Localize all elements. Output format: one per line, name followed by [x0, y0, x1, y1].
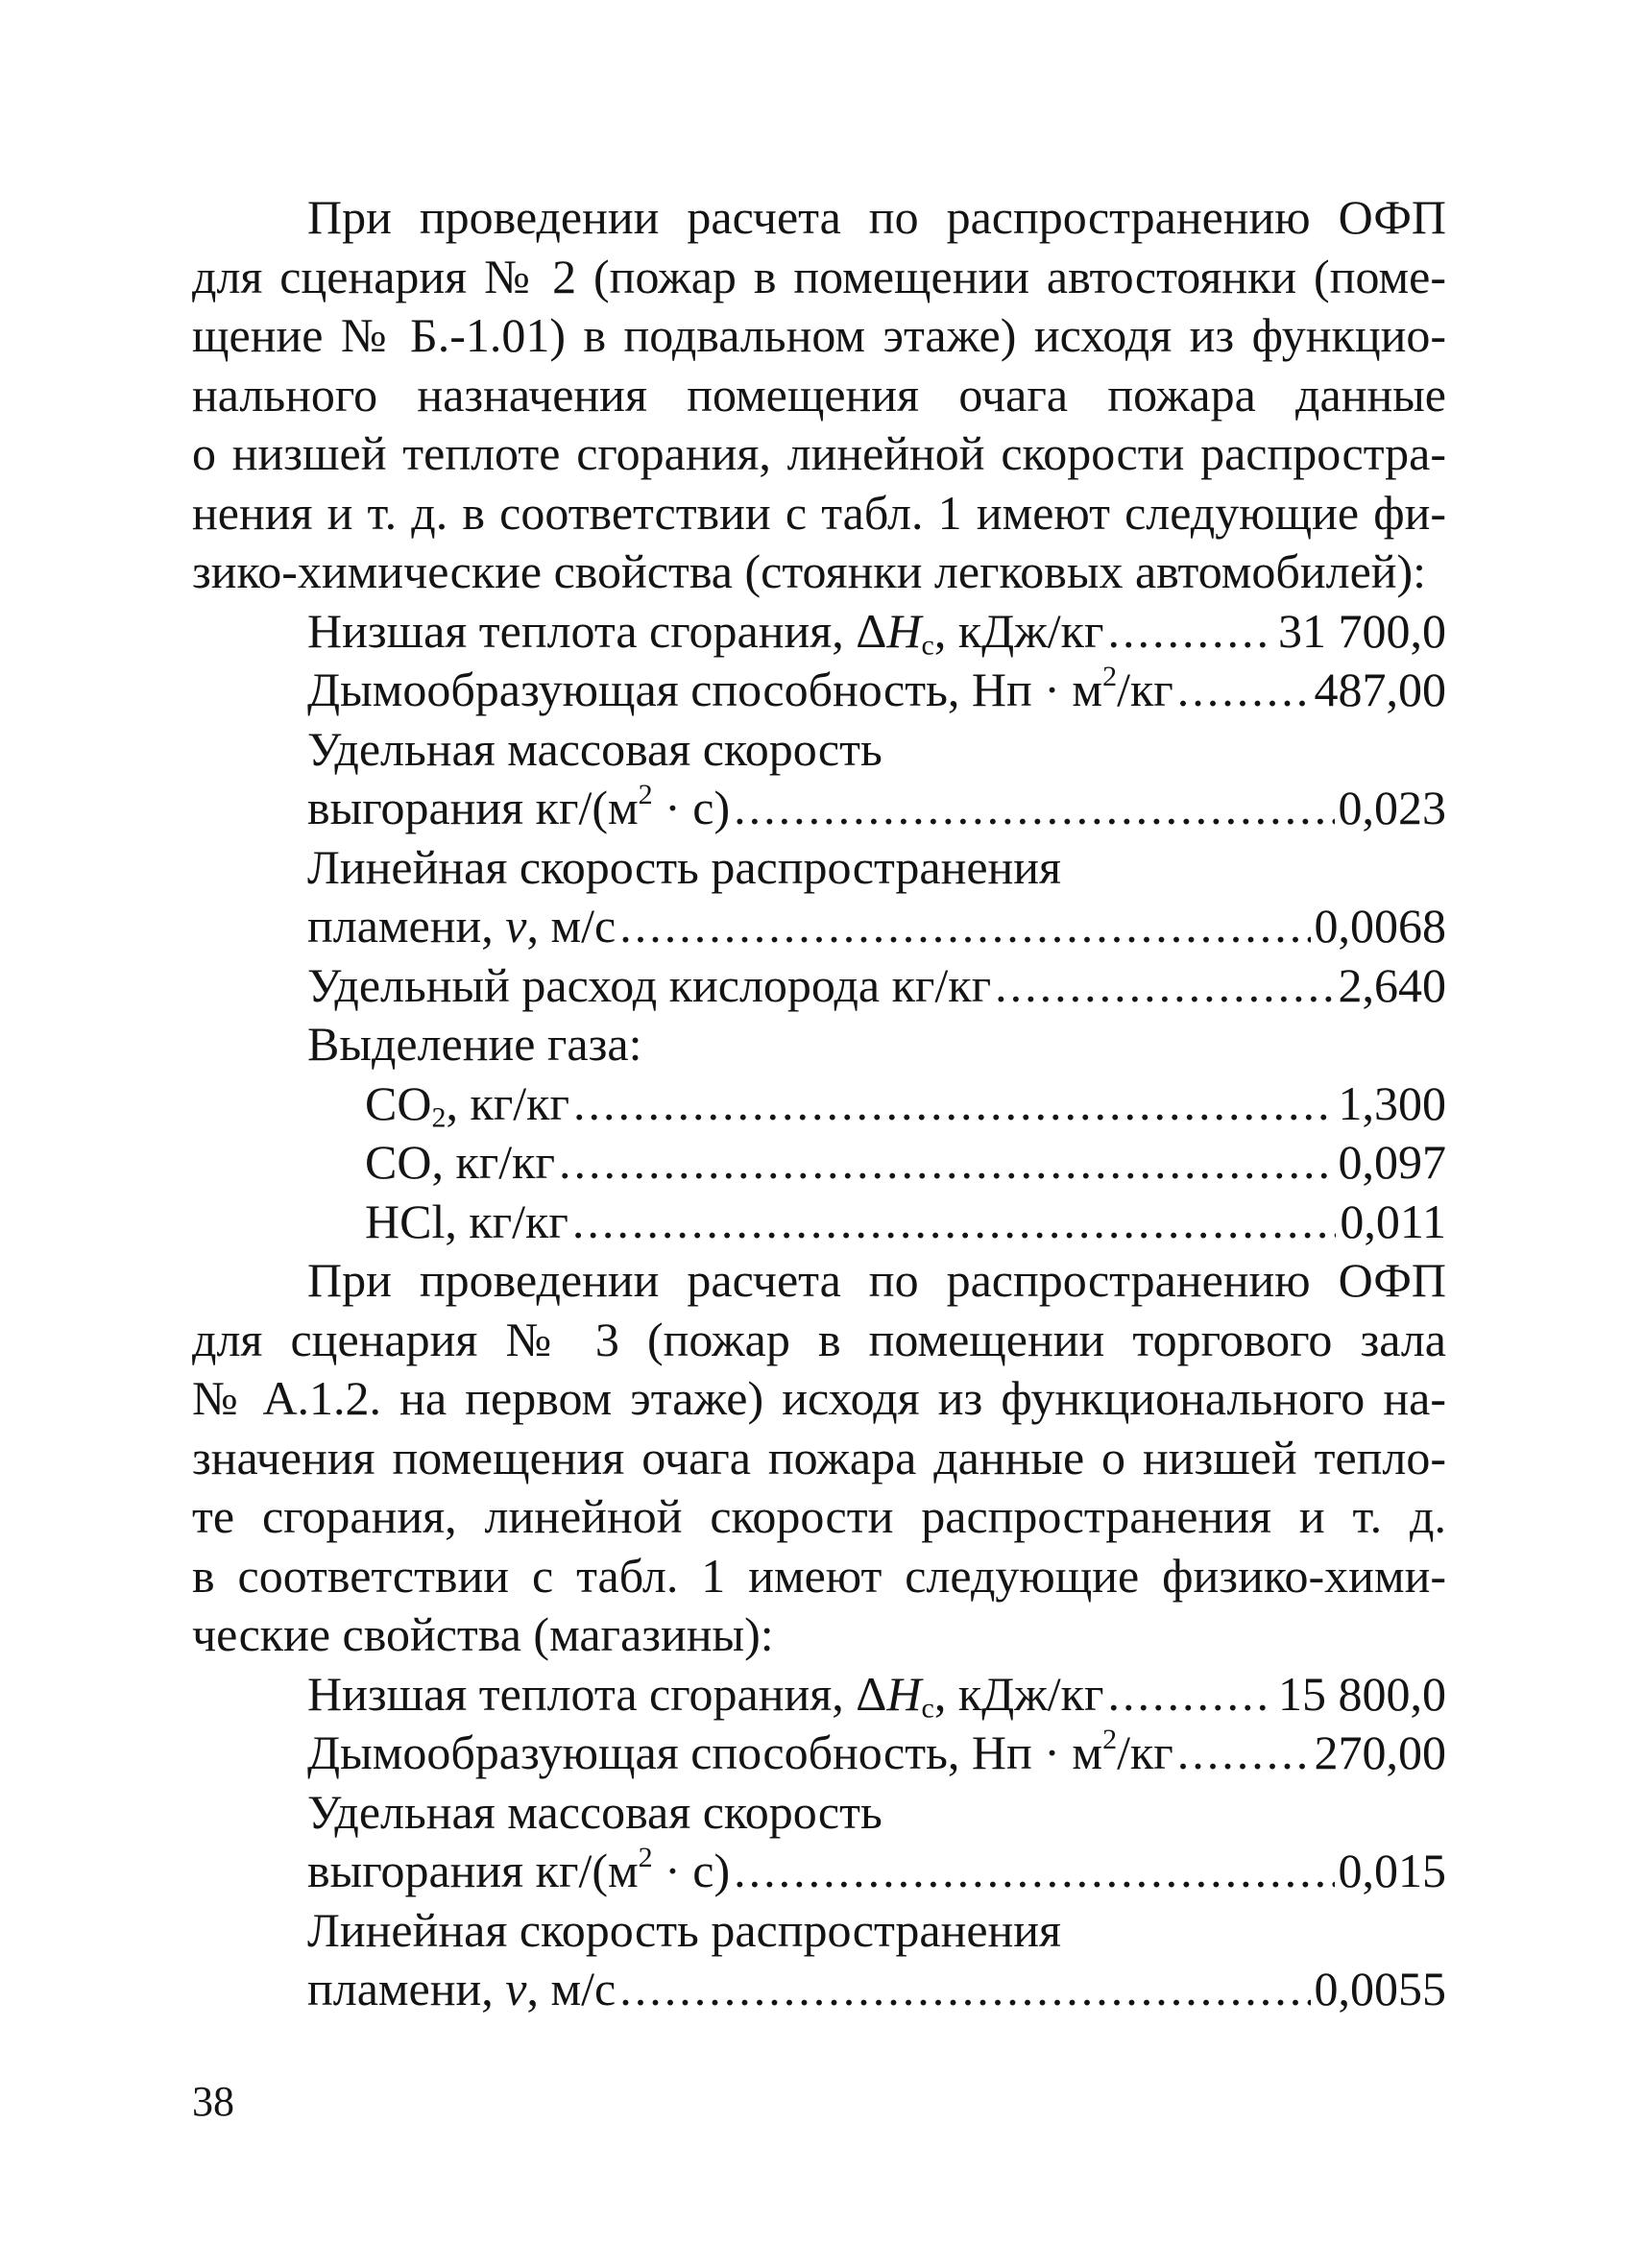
property-label: Удельный расход кислорода кг/кг: [307, 957, 992, 1012]
property-label: пламени, v, м/с: [307, 899, 616, 953]
property-title: Удельная массовая скорость: [307, 1784, 882, 1839]
property-value: 0,023: [1338, 781, 1446, 834]
property-burnout-rate: [192, 1842, 1446, 1901]
dot-leader: [572, 1193, 1337, 1252]
dot-leader: [619, 1960, 1310, 2019]
property-value: 0,0055: [1314, 1962, 1446, 2015]
paragraph-line: значения помещения очага пожара данные о низшей тепло-: [192, 1430, 1446, 1484]
paragraph-line: нения и т. д. в соответствии с табл. 1 имеют следующие фи-: [192, 485, 1446, 540]
paragraph-line: в соответствии с табл. 1 имеют следующие физико-хими-: [192, 1548, 1446, 1603]
property-value: 0,011: [1340, 1194, 1446, 1248]
paragraph-line: ческие свойства (магазины):: [192, 1607, 774, 1661]
property-value: 0,015: [1338, 1844, 1446, 1897]
property-heat-of-combustion: [192, 1665, 1446, 1725]
scenario-3-properties: [192, 1665, 1446, 2019]
property-smoke-capacity: [192, 661, 1446, 720]
property-label: Низшая теплота сгорания, $\Delta H_с$, кДж/кг: [307, 1666, 1104, 1724]
property-label: Дымообразующая способность, Нп · $м^2/кг$: [307, 661, 1173, 716]
dot-leader: [1107, 1665, 1274, 1725]
property-co: [192, 1133, 1446, 1193]
dot-leader: [734, 779, 1334, 838]
property-hcl: [192, 1193, 1446, 1252]
property-value: 487,00: [1314, 663, 1446, 716]
property-label: $CO_2$, кг/кг: [365, 1075, 569, 1133]
dot-leader: [619, 897, 1310, 956]
property-smoke-capacity: [192, 1724, 1446, 1783]
dot-leader: [734, 1842, 1334, 1901]
property-value: 15 800,0: [1278, 1666, 1446, 1721]
property-title: Линейная скорость распространения: [307, 839, 1062, 894]
property-co2: [192, 1074, 1446, 1134]
paragraph-line: для сценария № 2 (пожар в помещении автостоянки (поме-: [192, 249, 1446, 303]
paragraph-line: для сценария № 3 (пожар в помещении торгового зала: [192, 1312, 1446, 1366]
property-label: пламени, v, м/с: [307, 1962, 616, 2015]
property-burnout-rate: [192, 779, 1446, 838]
property-value: 0,0068: [1314, 899, 1446, 953]
dot-leader: [559, 1133, 1335, 1193]
paragraph-line: зико-химические свойства (стоянки легковых автомобилей):: [192, 544, 1427, 598]
paragraph-line: При проведении расчета по распространению ОФП: [307, 190, 1446, 244]
scenario-2-paragraph: [192, 188, 1446, 602]
dot-leader: [995, 956, 1334, 1016]
property-oxygen-consumption: [192, 956, 1446, 1016]
paragraph-line: нального назначения помещения очага пожара данные: [192, 367, 1446, 422]
property-title: Линейная скорость распространения: [307, 1902, 1062, 1957]
page-content: [192, 188, 1446, 2019]
property-flame-spread: [192, 1960, 1446, 2019]
paragraph-line: № А.1.2. на первом этаже) исходя из функционального на-: [192, 1371, 1446, 1425]
property-title: Удельная массовая скорость: [307, 721, 882, 776]
property-label: CO, кг/кг: [365, 1135, 555, 1189]
property-label: HCl, кг/кг: [365, 1194, 568, 1248]
property-flame-spread: [192, 897, 1446, 956]
paragraph-line: те сгорания, линейной скорости распространения и т. д.: [192, 1489, 1446, 1543]
property-label: выгорания $кг/(м^2 \cdot с)$: [307, 1842, 731, 1897]
property-title: Выделение газа:: [307, 1017, 642, 1071]
property-value: 0,097: [1338, 1135, 1446, 1189]
paragraph-line: При проведении расчета по распространению ОФП: [307, 1253, 1446, 1307]
property-value: 270,00: [1314, 1725, 1446, 1779]
paragraph-line: о низшей теплоте сгорания, линейной скорости распростра-: [192, 426, 1446, 480]
property-label: Дымообразующая способность, Нп · $м^2/кг$: [307, 1724, 1173, 1779]
paragraph-line: щение № Б.-1.01) в подвальном этаже) исходя из функцио-: [192, 308, 1446, 362]
dot-leader: [1177, 1724, 1311, 1783]
property-label: Низшая теплота сгорания, $\Delta H_с$, кДж/кг: [307, 603, 1104, 661]
dot-leader: [1177, 661, 1311, 720]
property-value: 2,640: [1338, 957, 1446, 1012]
property-value: 31 700,0: [1278, 603, 1446, 658]
dot-leader: [1107, 602, 1274, 662]
page-number: 38: [192, 2078, 234, 2125]
property-label: выгорания $кг/(м^2 \cdot с)$: [307, 779, 731, 834]
property-value: 1,300: [1338, 1075, 1446, 1130]
scenario-3-paragraph: [192, 1251, 1446, 1665]
property-heat-of-combustion: [192, 602, 1446, 662]
dot-leader: [573, 1074, 1335, 1134]
scenario-2-properties: [192, 602, 1446, 1252]
